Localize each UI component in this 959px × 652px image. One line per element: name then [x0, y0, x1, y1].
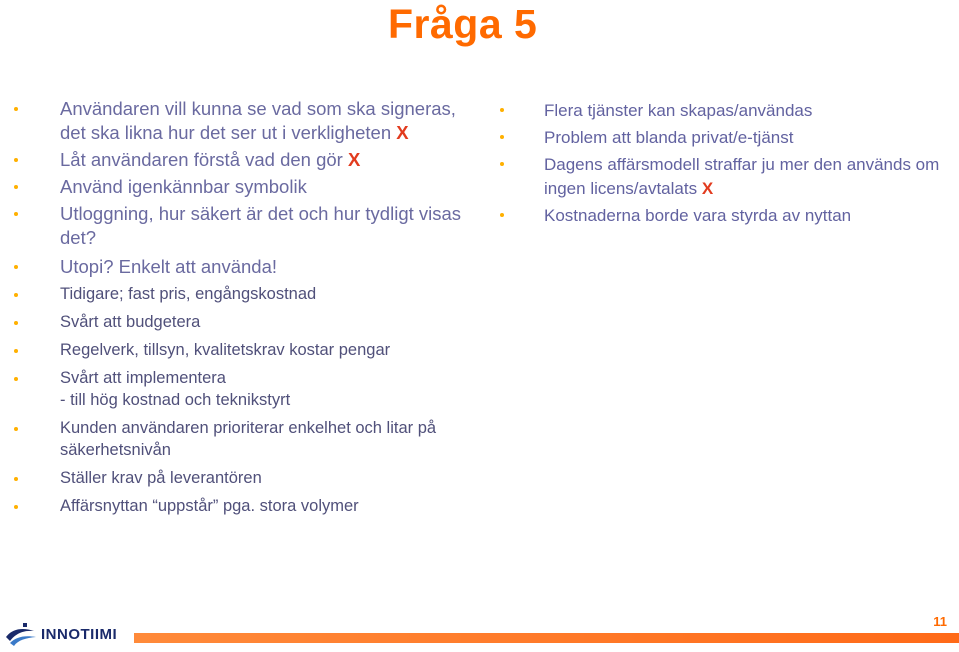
list-item: Svårt att implementera - till hög kostnad och teknikstyrt — [0, 367, 480, 411]
bullet-icon — [14, 477, 18, 481]
x-mark: X — [701, 179, 714, 198]
slide-title: Fråga 5 — [388, 1, 538, 47]
list-item: Dagens affärsmodell straffar ju mer den används om ingen licens/avtalats X — [490, 153, 950, 201]
bullet-icon — [14, 377, 18, 381]
bullet-icon — [14, 321, 18, 325]
right-bullet-list — [490, 99, 950, 231]
footer-bar — [134, 633, 959, 643]
bullet-icon — [14, 265, 18, 269]
list-item: Kostnaderna borde vara styrda av nyttan — [490, 204, 950, 228]
left-bullet-list — [0, 97, 480, 517]
bullet-icon — [500, 162, 504, 166]
company-logo — [4, 620, 117, 648]
bullet-icon — [500, 135, 504, 139]
slide-title-area — [0, 0, 959, 50]
logo-text: INNOTIIMI — [41, 625, 118, 643]
list-item: Affärsnyttan “uppstår” pga. stora volymer — [0, 495, 480, 517]
bullet-icon — [14, 185, 18, 189]
list-item: Kunden användaren prioriterar enkelhet och litar på säkerhetsnivån — [0, 417, 480, 461]
list-item: Tidigare; fast pris, engångskostnad — [0, 283, 480, 305]
list-item: Ställer krav på leverantören — [0, 467, 480, 489]
list-item: Låt användaren förstå vad den gör X — [0, 148, 480, 172]
x-mark: X — [347, 149, 361, 170]
page-number: 11 — [933, 614, 947, 629]
list-item: Utopi? Enkelt att använda! — [0, 255, 480, 279]
list-item: Använd igenkännbar symbolik — [0, 175, 480, 199]
list-item: Utloggning, hur säkert är det och hur tydligt visas det? — [0, 202, 480, 250]
bullet-icon — [14, 212, 18, 216]
bullet-icon — [500, 108, 504, 112]
bullet-icon — [14, 293, 18, 297]
bullet-icon — [14, 427, 18, 431]
list-item: Problem att blanda privat/e-tjänst — [490, 126, 950, 150]
x-mark: X — [396, 122, 409, 143]
innotiimi-logo-icon — [4, 621, 38, 647]
bullet-icon — [14, 349, 18, 353]
list-item: Användaren vill kunna se vad som ska signeras, det ska likna hur det ser ut i verkligheten X — [0, 97, 480, 145]
list-item: Regelverk, tillsyn, kvalitetskrav kostar pengar — [0, 339, 480, 361]
bullet-icon — [14, 107, 18, 111]
list-item: Flera tjänster kan skapas/användas — [490, 99, 950, 123]
bullet-icon — [500, 213, 504, 217]
bullet-icon — [14, 505, 18, 509]
bullet-icon — [14, 158, 18, 162]
list-item: Svårt att budgetera — [0, 311, 480, 333]
